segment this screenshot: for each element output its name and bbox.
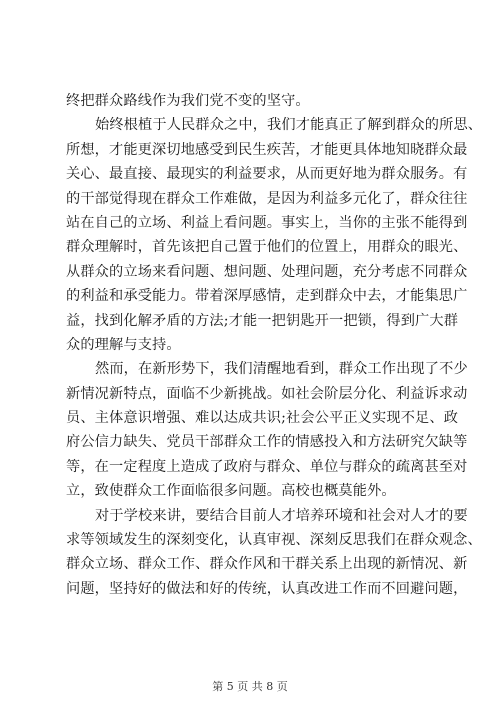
text-line: 群众立场、群众工作、群众作风和干群关系上出现的新情况、新 [66,556,468,573]
document-body [66,89,483,601]
text-line: 群众理解时，首先该把自己置于他们的位置上，用群众的眼光、 [66,239,468,256]
page-footer: 第 5 页 共 8 页 [212,680,288,693]
text-line: 从群众的立场来看问题、想问题、处理问题，充分考虑不同群众 [66,263,468,280]
text-line: 终把群众路线作为我们党不变的坚守。 [66,93,310,109]
text-line: 新情况新特点，面临不少新挑战。如社会阶层分化、利益诉求动 [66,385,468,402]
text-line: 员、主体意识增强、难以达成共识;社会公平正义实现不足、政 [66,410,459,427]
text-line: 关心、最直接、最现实的利益要求，从而更好地为群众服务。有 [66,166,468,183]
text-line: 众的理解与支持。 [66,336,181,353]
text-line: 等，在一定程度上造成了政府与群众、单位与群众的疏离甚至对 [66,458,468,475]
text-line: 始终根植于人民群众之中，我们才能真正了解到群众的所思、 [95,117,483,134]
text-line: 站在自己的立场、利益上看问题。事实上，当你的主张不能得到 [66,214,468,231]
text-line: 益，找到化解矛盾的方法;才能一把钥匙开一把锁，得到广大群 [66,312,459,329]
text-line: 所想，才能更深切地感受到民生疾苦，才能更具体地知晓群众最 [66,141,468,158]
text-line: 对于学校来讲，要结合目前人才培养环境和社会对人才的要 [95,507,468,524]
text-line: 的干部觉得现在群众工作难做，是因为利益多元化了，群众往往 [66,190,468,207]
text-line: 问题，坚持好的做法和好的传统，认真改进工作而不回避问题， [66,580,468,597]
text-line: 求等领域发生的深刻变化，认真审视、深刻反思我们在群众观念、 [66,532,482,549]
text-line: 府公信力缺失、党员干部群众工作的情感投入和方法研究欠缺等 [66,434,468,451]
text-line: 然而，在新形势下，我们清醒地看到，群众工作出现了不少 [95,361,468,378]
text-line: 的利益和承受能力。带着深厚感情，走到群众中去，才能集思广 [66,288,468,305]
text-line: 立，致使群众工作面临很多问题。高校也概莫能外。 [66,483,396,500]
